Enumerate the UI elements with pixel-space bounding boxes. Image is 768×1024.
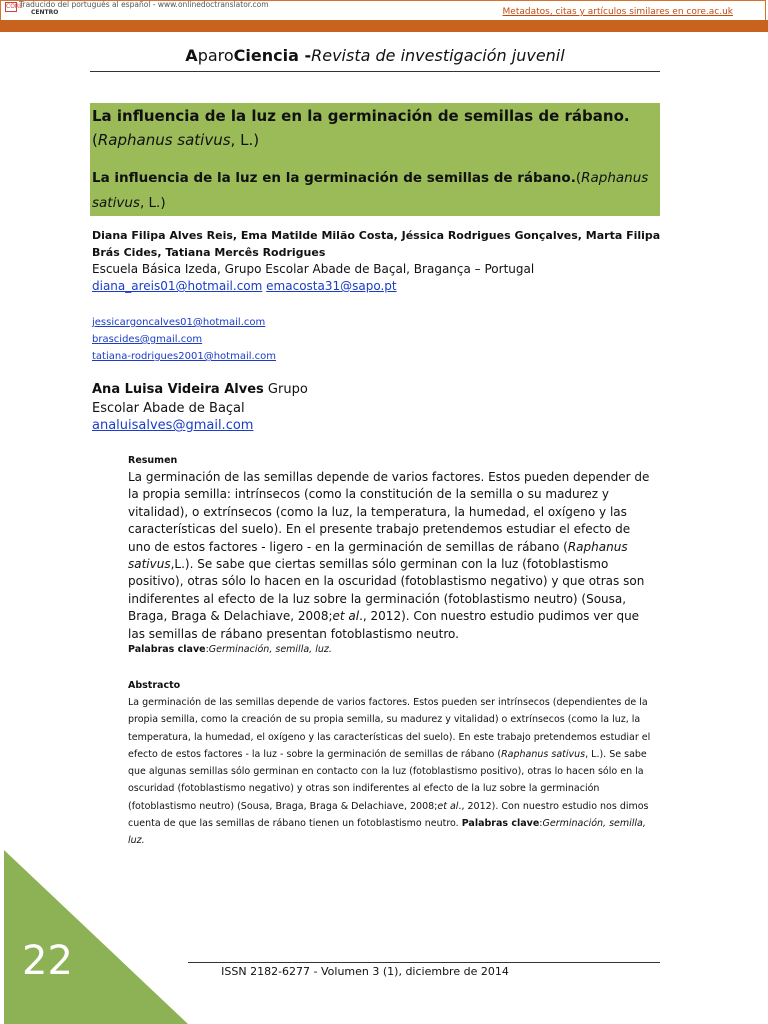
title-paren: ( [92, 131, 98, 149]
email-link[interactable]: analuisalves@gmail.com [92, 418, 254, 433]
provider-strip [0, 20, 768, 48]
resumen-etal: et al [332, 609, 360, 624]
resumen-text: La germinación de las semillas depende de varios factores. Estos pueden depender de la propia semilla: intrínsecos (como la constitución de la semilla o su madurez y vitalidad), o extrínsecos (como la luz, la temperatura, la humedad, el oxígeno y las características del suelo). En el presente trabajo pretendemos estudiar el efecto de uno de estos factores - ligero - en la germinación de semillas de rábano ( [128, 470, 650, 554]
email-link[interactable]: emacosta31@sapo.pt [266, 279, 397, 293]
resumen-text: ,L.). Se sabe que ciertas semillas sólo germinan con la luz (fotoblastismo positivo), otras sólo lo hacen en la oscuridad (fotoblastismo negativo) y que otras son indiferentes al efecto de la luz sobre la germinación (fotoblastismo neutro) (Sousa, Braga, Braga & Delachiave, 2008; [128, 557, 645, 624]
abstracto-text: La germinación de las semillas depende de varios factores. Estos pueden ser intrínsecos (dependientes de la propia semilla, como la creación de su propia semilla, su madurez y vitalidad) o extrínsecos (como la luz, la temperatura, la humedad, el oxígeno y las características del suelo). En este trabajo pretendemos estudiar el efecto de estos factores - la luz - sobre la germinación de semillas de rábano ( [128, 697, 651, 760]
keywords-colon: : [205, 644, 209, 655]
abstracto-etal: et al [437, 800, 459, 812]
email-link[interactable]: jessicargoncalves01@hotmail.com [92, 317, 266, 328]
journal-initial: A [185, 46, 198, 65]
page-corner-triangle [0, 838, 200, 1024]
page-number: 22 [22, 938, 73, 984]
teacher-email-line [92, 417, 662, 434]
journal-name-part: paro [197, 46, 234, 65]
teacher-name: Ana Luisa Videira Alves [92, 382, 264, 397]
translation-note[interactable]: Traducido del portugués al español - www.onlinedoctranslator.com [19, 0, 269, 9]
resumen-heading: Resumen [128, 455, 178, 466]
resumen-paragraph [128, 469, 656, 643]
resumen-species: Raphanus sativus [128, 539, 628, 572]
keywords-label: Palabras clave [461, 818, 540, 830]
title-main: La influencia de la luz en la germinación de semillas de rábano. [92, 107, 630, 125]
keywords-text: Germinación, semilla, luz. [128, 818, 646, 847]
keywords-label: Palabras clave [128, 644, 206, 655]
author-emails-primary [92, 278, 662, 295]
abstracto-species: Raphanus sativus [501, 748, 586, 760]
footer-divider [188, 962, 660, 963]
teacher-line [92, 381, 662, 398]
core-logo-icon: CORE [6, 3, 23, 10]
core-metadata-link[interactable]: Metadatos, citas y artículos similares en core.ac.uk [502, 7, 733, 17]
title-translated-tail: , L.) [139, 195, 166, 211]
title-tail: , L.) [230, 131, 260, 149]
issn-footer: ISSN 2182-6277 - Volumen 3 (1), diciembre de 2014 [221, 965, 509, 978]
keywords-text: Germinación, semilla, luz. [208, 644, 332, 655]
title-translated-main: La influencia de la luz en la germinación de semillas de rábano. [92, 170, 576, 186]
title-translated-species: Raphanus sativus [92, 170, 649, 211]
title-species: Raphanus sativus [97, 131, 231, 149]
provided-by-text: Proporcionado por la Biblioteca Digital IPB [16, 42, 132, 48]
teacher-group: Grupo [263, 382, 308, 397]
author-affiliation: Escuela Básica Izeda, Grupo Escolar Abade de Baçal, Bragança – Portugal [92, 262, 535, 276]
abstracto-text: ., 2012). Con nuestro estudio nos dimos cuenta de que las semillas de rábano tienen un fotoblastismo neutro. [128, 800, 649, 830]
journal-subtitle: Revista de investigación juvenil [311, 46, 565, 65]
keywords-colon: : [539, 818, 543, 830]
journal-header [90, 46, 660, 65]
title-translated-paren: ( [575, 170, 582, 186]
article-title [92, 104, 652, 152]
journal-name-bold: Ciencia - [233, 46, 312, 65]
abstracto-text: , L.). Se sabe que algunas semillas sólo germinan en contacto con la luz (fotoblastismo positivo), otras lo hacen sólo en la oscuridad (fotoblastismo negativo) y otras son indiferentes al efecto de la luz sobre la germinación (fotoblastismo neutro) (Sousa, Braga, Braga & Delachiave, 2008; [128, 748, 647, 812]
resumen-text: ., 2012). Con nuestro estudio pudimos ver que las semillas de rábano presentan fotoblastismo neutro. [128, 609, 640, 641]
article-title-translated [92, 166, 652, 216]
email-link[interactable]: diana_areis01@hotmail.com [92, 279, 263, 293]
author-names: Diana Filipa Alves Reis, Ema Matilde Milão Costa, Jéssica Rodrigues Gonçalves, Marta Filipa Brás Cides, Tatiana Mercês Rodrigues [92, 229, 661, 259]
email-link[interactable]: brascides@gmail.com [92, 334, 203, 345]
teacher-affiliation: Escolar Abade de Baçal [92, 401, 245, 416]
abstracto-paragraph [128, 694, 658, 850]
centro-label: CENTRO [31, 9, 59, 16]
resumen-keywords [128, 644, 332, 655]
header-divider [90, 71, 660, 72]
abstracto-heading: Abstracto [128, 680, 181, 691]
email-link[interactable]: tatiana-rodrigues2001@hotmail.com [92, 351, 277, 362]
